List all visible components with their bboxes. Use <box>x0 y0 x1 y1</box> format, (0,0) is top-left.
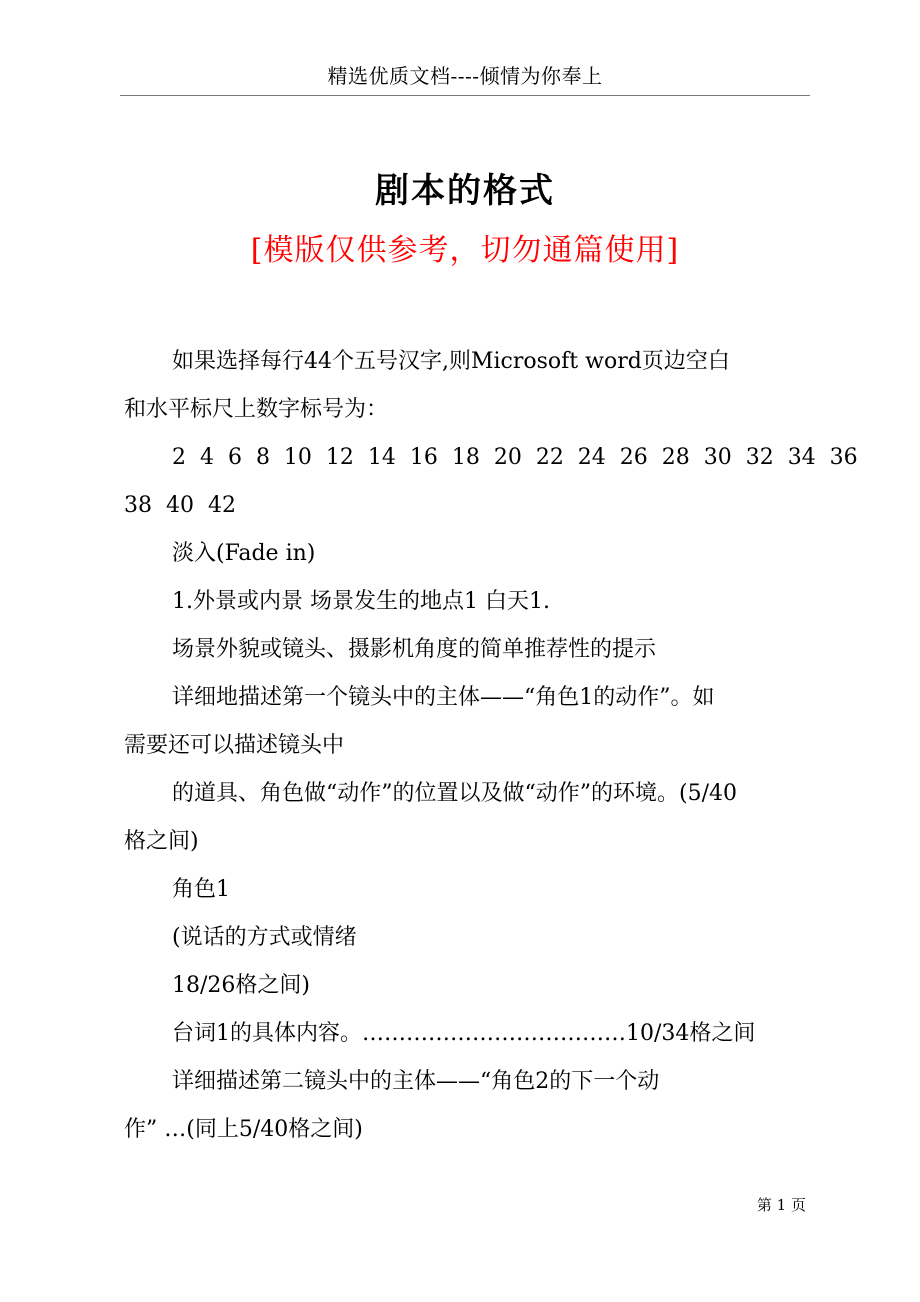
body-line: 格之间) <box>124 829 199 854</box>
body-line: 详细地描述第一个镜头中的主体——“角色1的动作”。如 <box>172 685 715 710</box>
body-line: (说话的方式或情绪 <box>172 925 357 950</box>
body-line: 如果选择每行44个五号汉字,则Microsoft word页边空白 <box>172 349 730 374</box>
page-number: 第 1 页 <box>756 1196 806 1214</box>
document-title: 剧本的格式 <box>375 171 555 211</box>
body-line: 台词1的具体内容。………………………………10/34格之间 <box>172 1021 756 1046</box>
body-line: 的道具、角色做“动作”的位置以及做“动作”的环境。(5/40 <box>172 781 737 806</box>
body-line: 淡入(Fade in) <box>172 541 316 566</box>
header-divider <box>120 95 810 96</box>
body-line: 需要还可以描述镜头中 <box>124 733 345 758</box>
body-line: 38 40 42 <box>124 493 236 518</box>
body-line: 角色1 <box>172 877 230 902</box>
document-subtitle: [模版仅供参考，切勿通篇使用] <box>250 233 680 268</box>
body-line: 1.外景或内景 场景发生的地点1 白天1. <box>172 589 550 614</box>
page-header: 精选优质文档----倾情为你奉上 <box>327 64 603 88</box>
body-line: 和水平标尺上数字标号为： <box>124 397 389 422</box>
body-line: 场景外貌或镜头、摄影机角度的简单推荐性的提示 <box>172 637 657 662</box>
body-line: 2 4 6 8 10 12 14 16 18 20 22 24 26 28 30 32 34 36 <box>172 445 858 470</box>
body-line: 详细描述第二镜头中的主体——“角色2的下一个动 <box>172 1069 660 1094</box>
body-line: 作” …(同上5/40格之间) <box>124 1117 363 1142</box>
document-body <box>124 338 858 1154</box>
body-line: 18/26格之间) <box>172 973 310 998</box>
